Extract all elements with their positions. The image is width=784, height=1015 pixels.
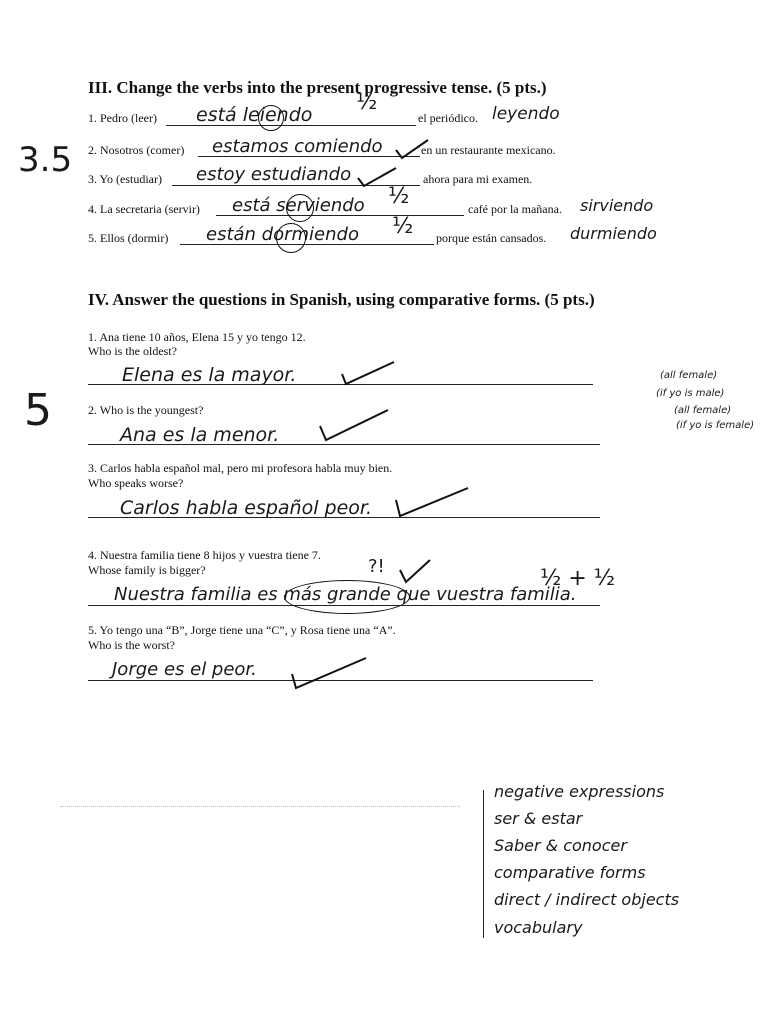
question-mark-note: ?!: [368, 556, 385, 577]
error-circle: [258, 105, 284, 131]
study-list-item: Saber & conocer: [494, 836, 627, 855]
checkmark-icon: [394, 138, 430, 160]
question-text: 5. Yo tengo una “B”, Jorge tiene una “C”, y Rosa tiene una “A”.: [88, 623, 396, 637]
answer-text: Ana es la menor.: [120, 424, 280, 446]
half-point-mark: ½: [356, 90, 378, 115]
answer-text: Jorge es el peor.: [112, 659, 257, 680]
item-answer: está serviendo: [232, 195, 365, 216]
item-prompt: 3. Yo (estudiar): [88, 172, 162, 186]
question-text: Who is the oldest?: [88, 344, 177, 358]
item-prompt: 1. Pedro (leer): [88, 111, 157, 125]
correction-text: sirviendo: [580, 196, 654, 215]
study-list-item: comparative forms: [494, 863, 646, 882]
question-text: 4. Nuestra familia tiene 8 hijos y vuestra tiene 7.: [88, 548, 321, 562]
margin-note: (if yo is female): [676, 420, 755, 431]
item-after: café por la mañana.: [468, 202, 562, 216]
item-after: ahora para mi examen.: [423, 172, 533, 186]
section-3-score: 3.5: [18, 140, 73, 180]
margin-note: (all female): [674, 405, 732, 416]
item-prompt: 2. Nosotros (comer): [88, 143, 185, 157]
checkmark-icon: [340, 360, 396, 386]
study-list-item: ser & estar: [494, 809, 583, 828]
question-text: Who is the worst?: [88, 638, 175, 652]
question-text: 2. Who is the youngest?: [88, 403, 204, 417]
question-text: 1. Ana tiene 10 años, Elena 15 y yo tengo 12.: [88, 330, 306, 344]
half-point-mark: ½: [392, 214, 414, 239]
question-text: Whose family is bigger?: [88, 563, 206, 577]
checkmark-icon: [318, 408, 390, 442]
item-after: en un restaurante mexicano.: [421, 143, 556, 157]
section-4-score: 5: [24, 385, 52, 436]
question-text: Who speaks worse?: [88, 476, 184, 490]
study-list-item: vocabulary: [494, 918, 583, 937]
study-list-bracket: [483, 790, 490, 938]
item-answer: estamos comiendo: [212, 136, 383, 157]
error-circle: [284, 580, 410, 614]
item-answer: está leiendo: [196, 104, 313, 126]
study-list-item: negative expressions: [494, 782, 665, 801]
item-after: porque están cansados.: [436, 231, 547, 245]
error-circle: [286, 194, 314, 222]
error-circle: [276, 223, 306, 253]
item-prompt: 5. Ellos (dormir): [88, 231, 169, 245]
item-answer: estoy estudiando: [196, 164, 352, 185]
partial-score: ½ + ½: [540, 566, 616, 591]
item-answer: están dormiendo: [206, 224, 359, 245]
correction-text: leyendo: [492, 104, 560, 124]
checkmark-icon: [398, 558, 432, 584]
answer-text: Nuestra familia es más grande que vuestra familia.: [114, 584, 577, 605]
study-list-item: direct / indirect objects: [494, 890, 680, 909]
margin-note: (if yo is male): [656, 388, 725, 399]
margin-note: (all female): [660, 370, 718, 381]
answer-text: Carlos habla español peor.: [120, 497, 373, 519]
item-after: el periódico.: [418, 111, 478, 125]
correction-text: durmiendo: [570, 224, 657, 243]
checkmark-icon: [290, 656, 368, 690]
question-text: 3. Carlos habla español mal, pero mi profesora habla muy bien.: [88, 461, 393, 475]
section-3-heading: III. Change the verbs into the present progressive tense. (5 pts.): [88, 78, 547, 97]
checkmark-icon: [394, 486, 470, 518]
answer-text: Elena es la mayor.: [122, 364, 297, 386]
section-4-heading: IV. Answer the questions in Spanish, using comparative forms. (5 pts.): [88, 290, 595, 309]
half-point-mark: ½: [388, 184, 410, 209]
item-prompt: 4. La secretaria (servir): [88, 202, 200, 216]
